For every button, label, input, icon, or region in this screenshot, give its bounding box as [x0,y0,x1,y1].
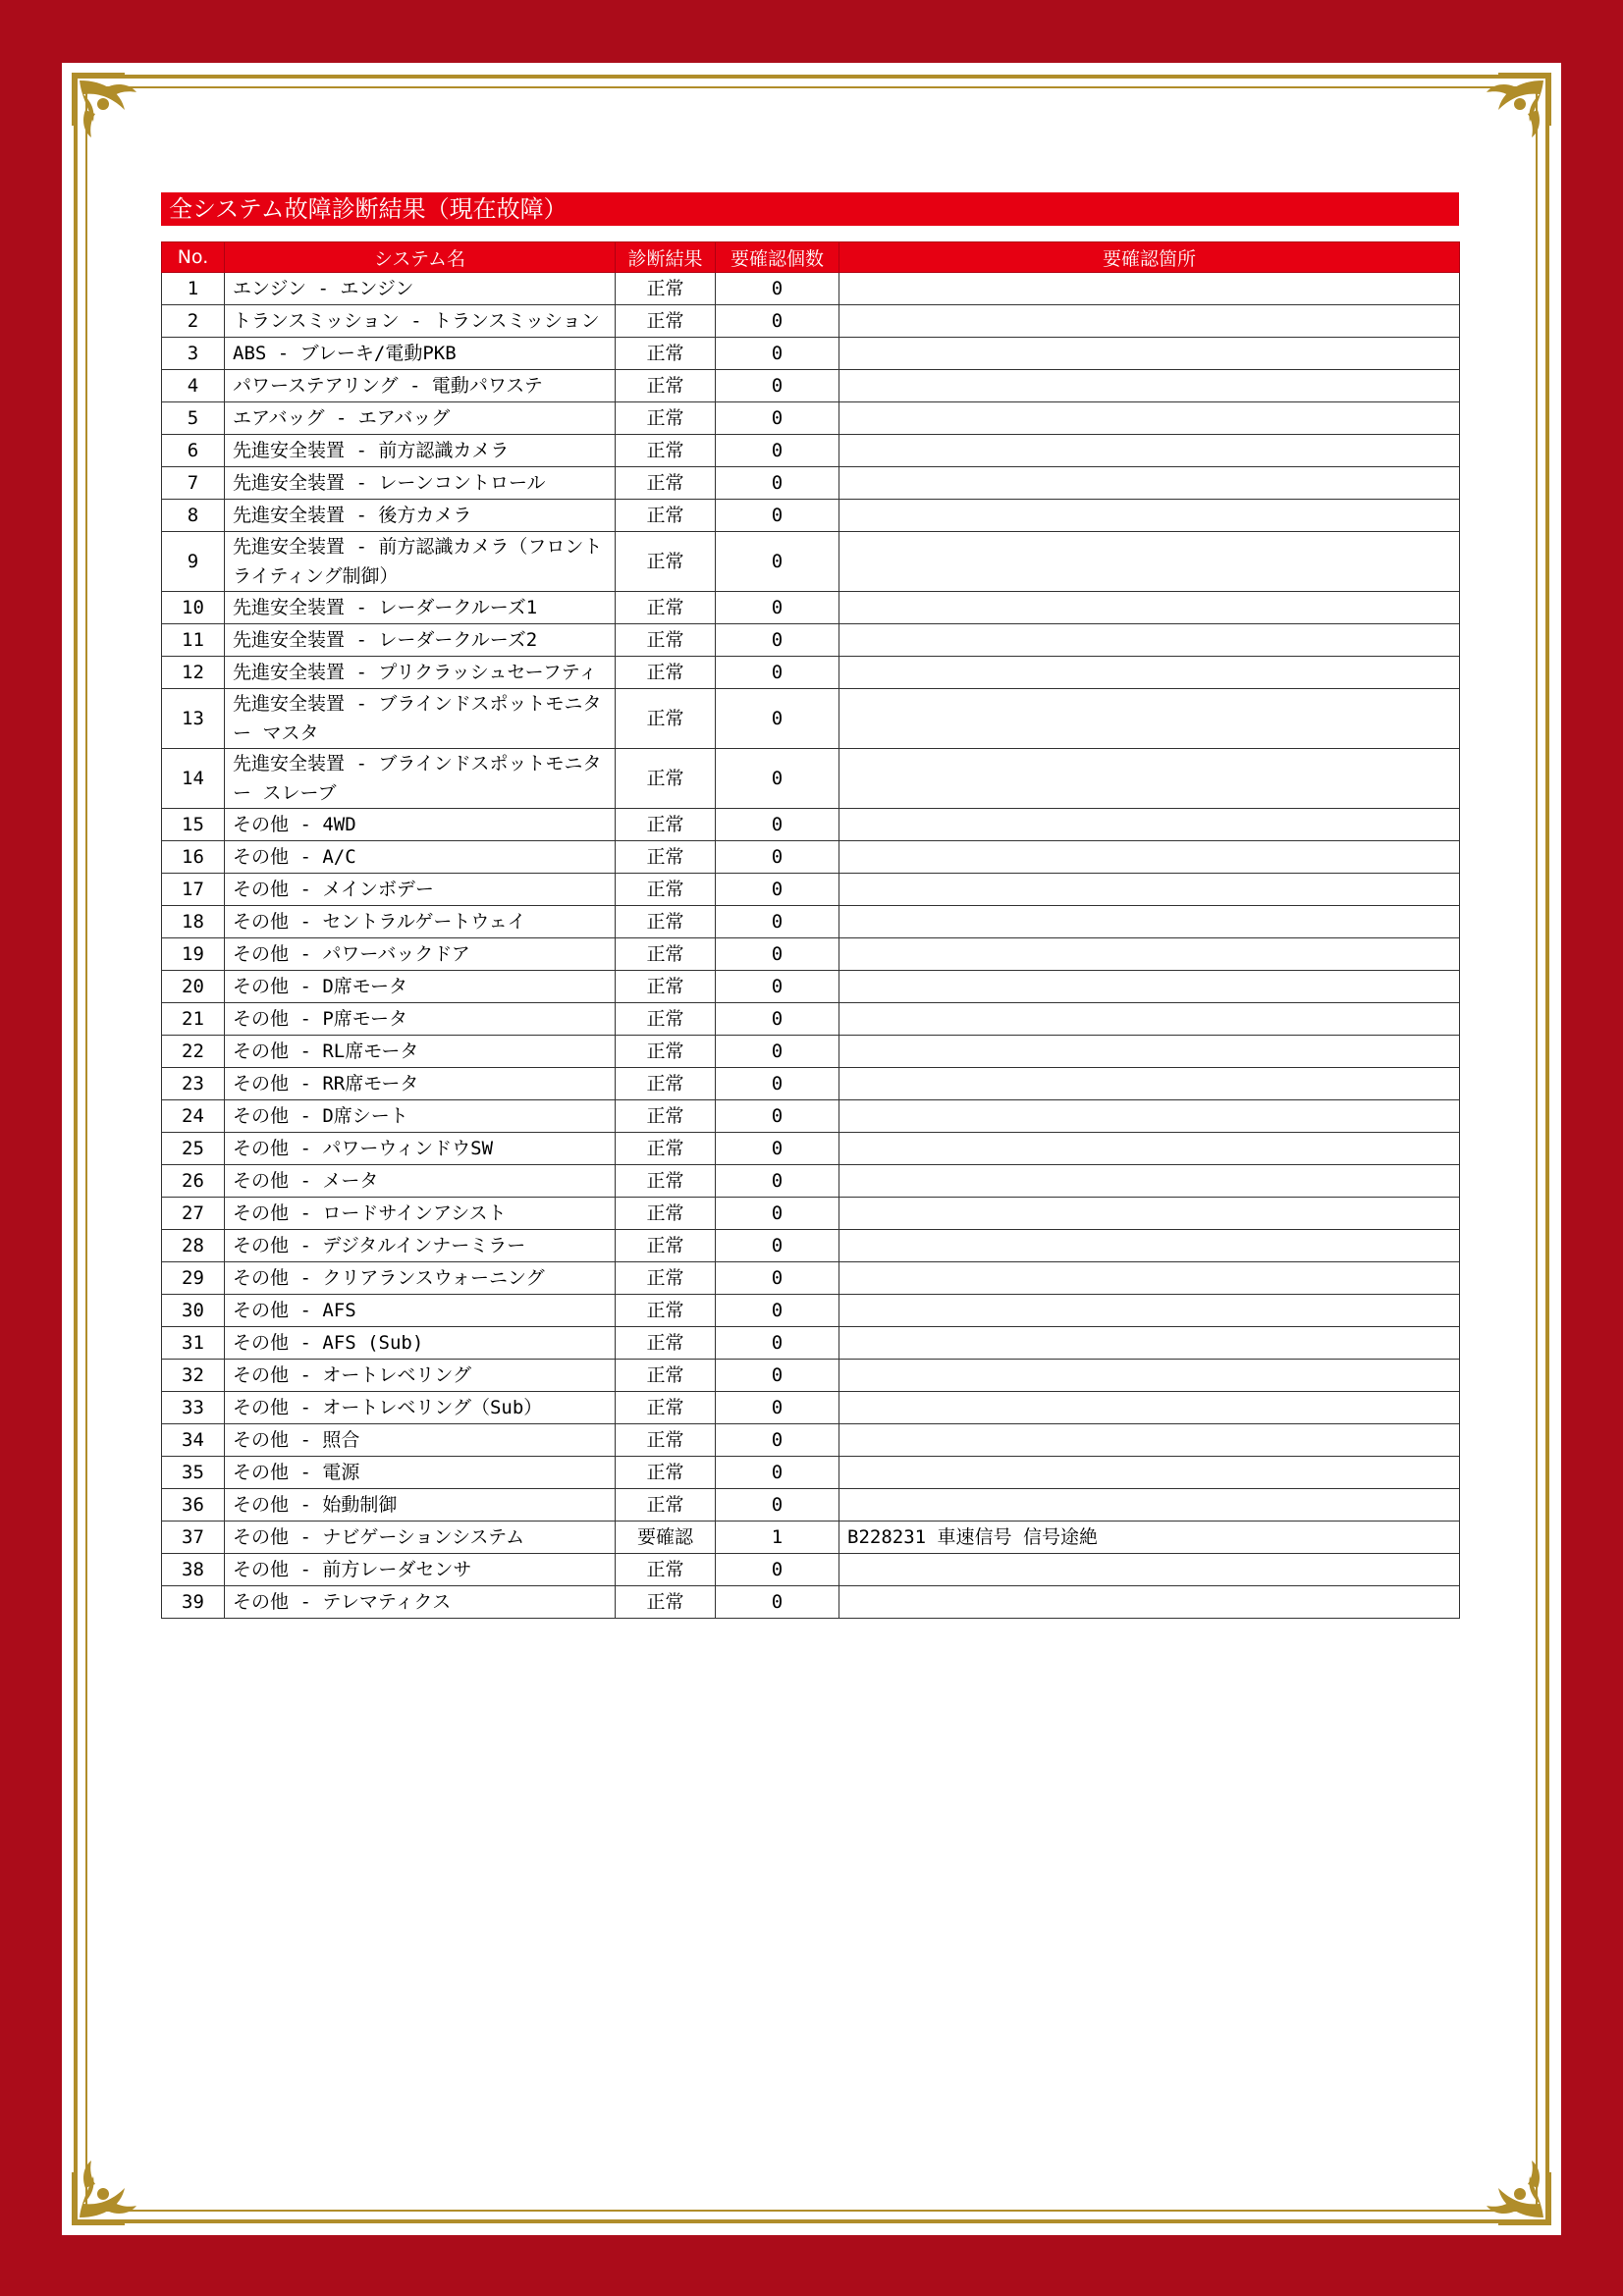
cell-result: 正常 [616,370,716,402]
cell-no: 17 [162,874,225,906]
cell-system: その他 - オートレベリング [225,1360,616,1392]
cell-location [839,809,1460,841]
cell-no: 29 [162,1262,225,1295]
cell-no: 5 [162,402,225,435]
cell-location [839,1165,1460,1198]
cell-system: その他 - メインボデー [225,874,616,906]
cell-result: 正常 [616,841,716,874]
cell-no: 28 [162,1230,225,1262]
cell-location [839,1586,1460,1619]
table-row [162,874,1460,906]
report-title: 全システム故障診断結果（現在故障） [161,192,1459,226]
cell-count: 0 [716,305,839,338]
table-row [162,435,1460,467]
cell-location [839,1554,1460,1586]
cell-count: 0 [716,1586,839,1619]
diagnosis-table [161,241,1460,1619]
cell-location [839,1198,1460,1230]
cell-result: 正常 [616,1262,716,1295]
cell-system: 先進安全装置 - レーンコントロール [225,467,616,500]
cell-result: 正常 [616,657,716,689]
cell-location [839,874,1460,906]
cell-result: 正常 [616,874,716,906]
cell-result: 正常 [616,749,716,809]
column-header-system: システム名 [225,242,616,273]
cell-result: 正常 [616,624,716,657]
cell-system: その他 - テレマティクス [225,1586,616,1619]
table-row [162,1424,1460,1457]
table-row [162,809,1460,841]
cell-no: 14 [162,749,225,809]
cell-system: その他 - D席モータ [225,971,616,1003]
cell-location [839,1230,1460,1262]
cell-count: 0 [716,1489,839,1522]
cell-no: 7 [162,467,225,500]
cell-no: 19 [162,938,225,971]
table-row [162,841,1460,874]
cell-no: 35 [162,1457,225,1489]
cell-count: 0 [716,592,839,624]
cell-no: 33 [162,1392,225,1424]
cell-system: 先進安全装置 - 後方カメラ [225,500,616,532]
cell-system: その他 - D席シート [225,1100,616,1133]
cell-no: 23 [162,1068,225,1100]
column-header-no: No. [162,242,225,273]
table-row [162,1198,1460,1230]
cell-location [839,1100,1460,1133]
table-row [162,273,1460,305]
cell-system: その他 - メータ [225,1165,616,1198]
cell-result: 正常 [616,1036,716,1068]
cell-count: 0 [716,467,839,500]
cell-location [839,500,1460,532]
cell-system: 先進安全装置 - ブラインドスポットモニター マスタ [225,689,616,749]
cell-no: 20 [162,971,225,1003]
cell-system: エアバッグ - エアバッグ [225,402,616,435]
table-row [162,938,1460,971]
table-row [162,1230,1460,1262]
cell-system: その他 - AFS (Sub) [225,1327,616,1360]
table-row [162,1262,1460,1295]
cell-system: 先進安全装置 - レーダークルーズ1 [225,592,616,624]
column-header-location: 要確認箇所 [839,242,1460,273]
cell-result: 正常 [616,402,716,435]
cell-location [839,1457,1460,1489]
cell-location [839,370,1460,402]
cell-system: 先進安全装置 - ブラインドスポットモニター スレーブ [225,749,616,809]
table-row [162,592,1460,624]
cell-no: 30 [162,1295,225,1327]
cell-no: 38 [162,1554,225,1586]
table-header-row [162,242,1460,273]
cell-count: 0 [716,370,839,402]
cell-result: 正常 [616,971,716,1003]
cell-result: 要確認 [616,1522,716,1554]
cell-count: 0 [716,1003,839,1036]
cell-no: 25 [162,1133,225,1165]
cell-no: 21 [162,1003,225,1036]
cell-location [839,305,1460,338]
table-body [162,273,1460,1619]
cell-no: 2 [162,305,225,338]
cell-system: その他 - 4WD [225,809,616,841]
cell-count: 0 [716,1165,839,1198]
cell-result: 正常 [616,1003,716,1036]
cell-system: エンジン - エンジン [225,273,616,305]
cell-no: 9 [162,532,225,592]
table-row [162,467,1460,500]
cell-system: その他 - RR席モータ [225,1068,616,1100]
table-row [162,1327,1460,1360]
cell-result: 正常 [616,1424,716,1457]
cell-location [839,1295,1460,1327]
cell-count: 0 [716,624,839,657]
cell-location [839,532,1460,592]
cell-count: 0 [716,402,839,435]
cell-system: その他 - ロードサインアシスト [225,1198,616,1230]
cell-system: その他 - オートレベリング（Sub） [225,1392,616,1424]
cell-system: その他 - RL席モータ [225,1036,616,1068]
cell-system: その他 - 始動制御 [225,1489,616,1522]
cell-result: 正常 [616,1198,716,1230]
cell-location [839,624,1460,657]
cell-count: 0 [716,689,839,749]
cell-location [839,749,1460,809]
cell-no: 34 [162,1424,225,1457]
cell-result: 正常 [616,1295,716,1327]
corner-ornament-icon [1463,67,1557,161]
cell-no: 39 [162,1586,225,1619]
cell-no: 36 [162,1489,225,1522]
cell-count: 0 [716,1036,839,1068]
table-row [162,402,1460,435]
cell-system: その他 - 電源 [225,1457,616,1489]
cell-count: 0 [716,435,839,467]
cell-result: 正常 [616,592,716,624]
cell-system: その他 - 照合 [225,1424,616,1457]
cell-count: 0 [716,809,839,841]
table-row [162,971,1460,1003]
cell-no: 18 [162,906,225,938]
cell-location [839,1036,1460,1068]
cell-system: その他 - セントラルゲートウェイ [225,906,616,938]
cell-count: 0 [716,1327,839,1360]
cell-result: 正常 [616,305,716,338]
cell-count: 0 [716,841,839,874]
cell-no: 37 [162,1522,225,1554]
cell-result: 正常 [616,1100,716,1133]
table-row [162,1554,1460,1586]
cell-no: 8 [162,500,225,532]
cell-count: 0 [716,273,839,305]
cell-result: 正常 [616,1230,716,1262]
table-row [162,1586,1460,1619]
table-row [162,500,1460,532]
cell-no: 1 [162,273,225,305]
cell-result: 正常 [616,1489,716,1522]
cell-count: 0 [716,1100,839,1133]
cell-no: 27 [162,1198,225,1230]
table-row [162,657,1460,689]
cell-location [839,938,1460,971]
cell-no: 12 [162,657,225,689]
cell-result: 正常 [616,1068,716,1100]
cell-system: その他 - A/C [225,841,616,874]
cell-result: 正常 [616,938,716,971]
cell-system: その他 - P席モータ [225,1003,616,1036]
cell-no: 13 [162,689,225,749]
column-header-result: 診断結果 [616,242,716,273]
cell-result: 正常 [616,1133,716,1165]
cell-system: パワーステアリング - 電動パワステ [225,370,616,402]
cell-count: 0 [716,500,839,532]
cell-result: 正常 [616,1165,716,1198]
cell-system: その他 - AFS [225,1295,616,1327]
cell-result: 正常 [616,273,716,305]
cell-result: 正常 [616,532,716,592]
cell-system: トランスミッション - トランスミッション [225,305,616,338]
cell-result: 正常 [616,809,716,841]
table-row [162,689,1460,749]
cell-location [839,1392,1460,1424]
cell-system: その他 - クリアランスウォーニング [225,1262,616,1295]
table-row [162,906,1460,938]
cell-result: 正常 [616,435,716,467]
cell-result: 正常 [616,1586,716,1619]
table-row [162,1068,1460,1100]
cell-result: 正常 [616,1327,716,1360]
cell-location [839,657,1460,689]
cell-location [839,841,1460,874]
report-page [62,63,1561,2235]
cell-no: 11 [162,624,225,657]
cell-no: 22 [162,1036,225,1068]
table-row [162,749,1460,809]
cell-system: 先進安全装置 - プリクラッシュセーフティ [225,657,616,689]
cell-location [839,1003,1460,1036]
cell-count: 0 [716,1230,839,1262]
cell-no: 26 [162,1165,225,1198]
cell-count: 0 [716,1068,839,1100]
cell-count: 0 [716,1295,839,1327]
cell-location: B228231 車速信号 信号途絶 [839,1522,1460,1554]
table-row [162,1133,1460,1165]
cell-count: 0 [716,1198,839,1230]
cell-result: 正常 [616,338,716,370]
cell-no: 15 [162,809,225,841]
table-row [162,1489,1460,1522]
cell-result: 正常 [616,689,716,749]
table-row [162,1360,1460,1392]
cell-system: その他 - 前方レーダセンサ [225,1554,616,1586]
cell-location [839,402,1460,435]
corner-ornament-icon [66,2137,160,2231]
corner-ornament-icon [66,67,160,161]
table-row [162,1165,1460,1198]
cell-system: 先進安全装置 - 前方認識カメラ（フロントライティング制御） [225,532,616,592]
cell-count: 0 [716,1392,839,1424]
cell-count: 0 [716,532,839,592]
table-row [162,305,1460,338]
cell-count: 0 [716,874,839,906]
table-row [162,338,1460,370]
cell-location [839,971,1460,1003]
cell-location [839,338,1460,370]
cell-system: 先進安全装置 - 前方認識カメラ [225,435,616,467]
cell-count: 0 [716,938,839,971]
cell-location [839,1489,1460,1522]
cell-system: 先進安全装置 - レーダークルーズ2 [225,624,616,657]
cell-location [839,1262,1460,1295]
table-row [162,532,1460,592]
cell-count: 1 [716,1522,839,1554]
cell-no: 16 [162,841,225,874]
table-row [162,1036,1460,1068]
table-row [162,1295,1460,1327]
table-row [162,1522,1460,1554]
cell-count: 0 [716,1457,839,1489]
cell-system: その他 - パワーバックドア [225,938,616,971]
cell-system: ABS - ブレーキ/電動PKB [225,338,616,370]
cell-no: 6 [162,435,225,467]
cell-system: その他 - ナビゲーションシステム [225,1522,616,1554]
cell-result: 正常 [616,1392,716,1424]
cell-count: 0 [716,657,839,689]
cell-result: 正常 [616,1457,716,1489]
cell-location [839,592,1460,624]
cell-count: 0 [716,1133,839,1165]
cell-no: 32 [162,1360,225,1392]
cell-result: 正常 [616,500,716,532]
column-header-count: 要確認個数 [716,242,839,273]
table-row [162,1457,1460,1489]
cell-result: 正常 [616,467,716,500]
cell-location [839,1133,1460,1165]
table-row [162,1392,1460,1424]
cell-count: 0 [716,971,839,1003]
table-row [162,370,1460,402]
cell-count: 0 [716,338,839,370]
cell-count: 0 [716,906,839,938]
cell-location [839,1424,1460,1457]
corner-ornament-icon [1463,2137,1557,2231]
cell-count: 0 [716,749,839,809]
cell-count: 0 [716,1262,839,1295]
cell-no: 31 [162,1327,225,1360]
cell-location [839,1068,1460,1100]
cell-count: 0 [716,1554,839,1586]
cell-location [839,1360,1460,1392]
table-row [162,1003,1460,1036]
cell-result: 正常 [616,1554,716,1586]
cell-location [839,273,1460,305]
cell-no: 24 [162,1100,225,1133]
cell-location [839,435,1460,467]
cell-no: 10 [162,592,225,624]
cell-location [839,689,1460,749]
cell-location [839,467,1460,500]
table-row [162,624,1460,657]
cell-count: 0 [716,1424,839,1457]
cell-system: その他 - パワーウィンドウSW [225,1133,616,1165]
cell-result: 正常 [616,1360,716,1392]
cell-no: 4 [162,370,225,402]
cell-location [839,906,1460,938]
table-row [162,1100,1460,1133]
cell-count: 0 [716,1360,839,1392]
cell-location [839,1327,1460,1360]
cell-system: その他 - デジタルインナーミラー [225,1230,616,1262]
cell-result: 正常 [616,906,716,938]
cell-no: 3 [162,338,225,370]
